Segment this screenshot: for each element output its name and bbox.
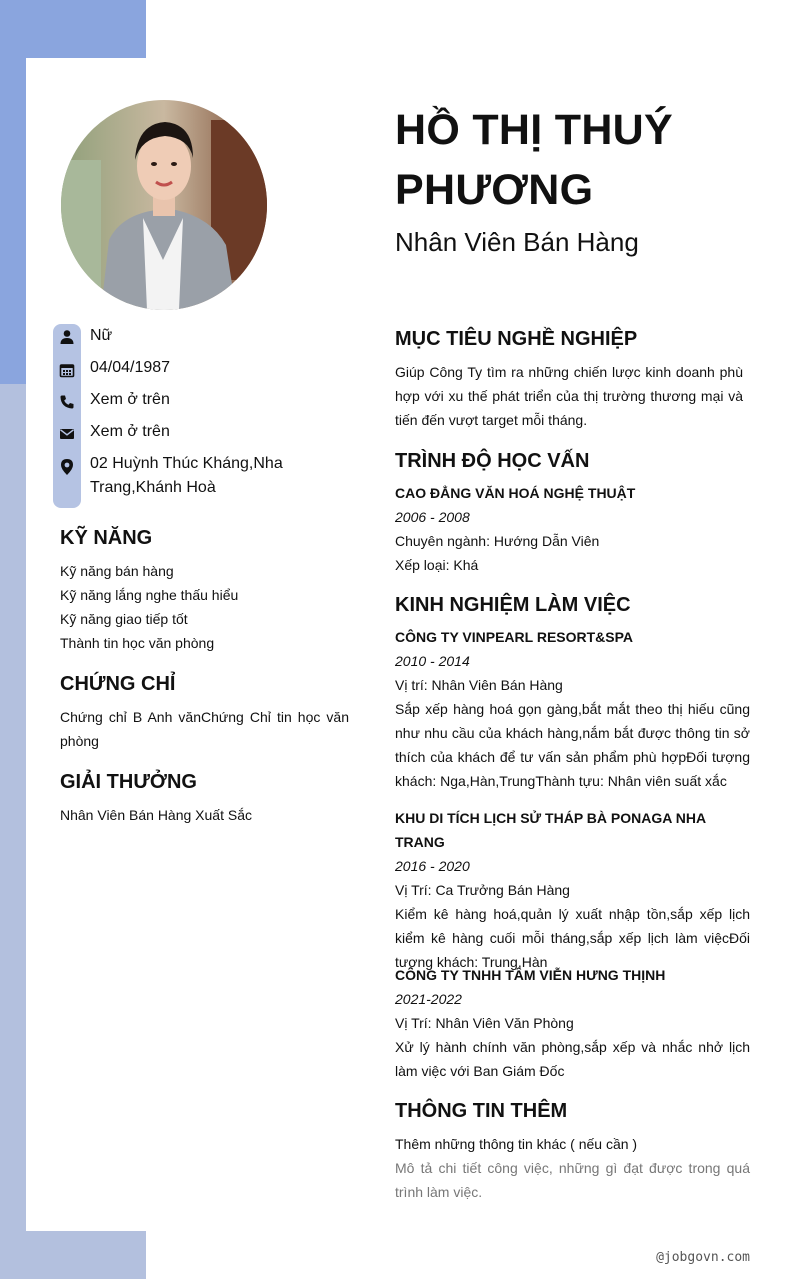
- job-entry: [395, 625, 750, 793]
- job-description: Kiểm kê hàng hoá,quản lý xuất nhập tồn,sắp xếp lịch kiểm kê hàng cuối mỗi tháng,sắp xếp lịch làm việcĐối tượng khách: Trung,Hàn: [395, 906, 750, 970]
- skill-item: Kỹ năng giao tiếp tốt: [60, 611, 188, 627]
- job-period: 2016 - 2020: [395, 858, 470, 874]
- additional-heading: THÔNG TIN THÊM: [395, 1100, 568, 1122]
- additional-line1: Thêm những thông tin khác ( nếu cần ): [395, 1136, 638, 1152]
- phone-value: Xem ở trên: [90, 391, 170, 408]
- full-name-line2: PHƯƠNG: [395, 166, 594, 214]
- address-line1: 02 Huỳnh Thúc Kháng,Nha: [90, 455, 283, 472]
- job-period: 2021-2022: [395, 991, 462, 1007]
- footer-brand: @jobgovn.com: [656, 1250, 750, 1265]
- job-description: Xử lý hành chính văn phòng,sắp xếp và nhắc nhở lịch làm việc với Ban Giám Đốc: [395, 1039, 750, 1079]
- job-description: Sắp xếp hàng hoá gọn gàng,bắt mắt theo thị hiếu cũng như nhu cầu của khách hàng,nắm bắt được thông tin sở thích của khách để tư vấn sản phẩm phù hợpĐối tượng khách: Nga,Hàn,TrungThành tựu: Nhân viên suất xắc: [395, 701, 750, 789]
- certificates-heading: CHỨNG CHỈ: [60, 673, 176, 695]
- job-company: CÔNG TY TNHH TÂM VIỄN HƯNG THỊNH: [395, 967, 666, 983]
- job-period: 2010 - 2014: [395, 653, 470, 669]
- awards-heading: GIẢI THƯỞNG: [60, 771, 197, 793]
- job-title: Nhân Viên Bán Hàng: [395, 227, 639, 257]
- address-line2: Trang,Khánh Hoà: [90, 479, 216, 496]
- job-company: KHU DI TÍCH LỊCH SỬ THÁP BÀ PONAGA NHA TRANG: [395, 810, 706, 850]
- location-pin-icon: [59, 458, 75, 476]
- additional-block: [395, 1132, 750, 1204]
- job-position: Vị trí: Nhân Viên Bán Hàng: [395, 677, 563, 693]
- skill-item: Kỹ năng bán hàng: [60, 563, 174, 579]
- skills-list: [60, 559, 349, 655]
- full-name: [395, 100, 775, 220]
- job-entry: [395, 806, 750, 974]
- job-company: CÔNG TY VINPEARL RESORT&SPA: [395, 629, 634, 645]
- job-position: Vị Trí: Nhân Viên Văn Phòng: [395, 1015, 574, 1031]
- email-value: Xem ở trên: [90, 423, 170, 440]
- dob-value: 04/04/1987: [90, 359, 171, 376]
- email-icon: [59, 426, 75, 442]
- person-icon: [59, 329, 75, 345]
- skill-item: Kỹ năng lắng nghe thấu hiểu: [60, 587, 239, 603]
- contact-icon-bar: [53, 324, 81, 508]
- calendar-icon: [59, 362, 75, 378]
- education-grade: Xếp loại: Khá: [395, 557, 479, 573]
- education-school: CAO ĐẲNG VĂN HOÁ NGHỆ THUẬT: [395, 485, 636, 501]
- objective-text: Giúp Công Ty tìm ra những chiến lược kinh doanh phù hợp với xu thế phát triển của thị trường thương mại và tiến đến vượt target mỗi tháng.: [395, 364, 743, 428]
- education-block: [395, 481, 750, 577]
- skill-item: Thành tin học văn phòng: [60, 635, 215, 651]
- gender-value: Nữ: [90, 327, 113, 344]
- profile-photo: [61, 100, 267, 310]
- phone-icon: [59, 394, 75, 410]
- education-period: 2006 - 2008: [395, 509, 470, 525]
- objective-heading: MỤC TIÊU NGHỀ NGHIỆP: [395, 328, 638, 350]
- certificates-text: Chứng chỉ B Anh vănChứng Chỉ tin học văn phòng: [60, 709, 349, 749]
- additional-line2: Mô tả chi tiết công việc, những gì đạt được trong quá trình làm việc.: [395, 1160, 750, 1200]
- experience-heading: KINH NGHIỆM LÀM VIỆC: [395, 594, 631, 616]
- education-heading: TRÌNH ĐỘ HỌC VẤN: [395, 450, 590, 472]
- address-value: [90, 452, 320, 500]
- job-position: Vị Trí: Ca Trưởng Bán Hàng: [395, 882, 570, 898]
- job-entry: [395, 963, 750, 1083]
- awards-text: Nhân Viên Bán Hàng Xuất Sắc: [60, 807, 252, 823]
- skills-heading: KỸ NĂNG: [60, 527, 153, 549]
- full-name-line1: HỒ THỊ THUÝ: [395, 106, 674, 154]
- education-major: Chuyên ngành: Hướng Dẫn Viên: [395, 533, 600, 549]
